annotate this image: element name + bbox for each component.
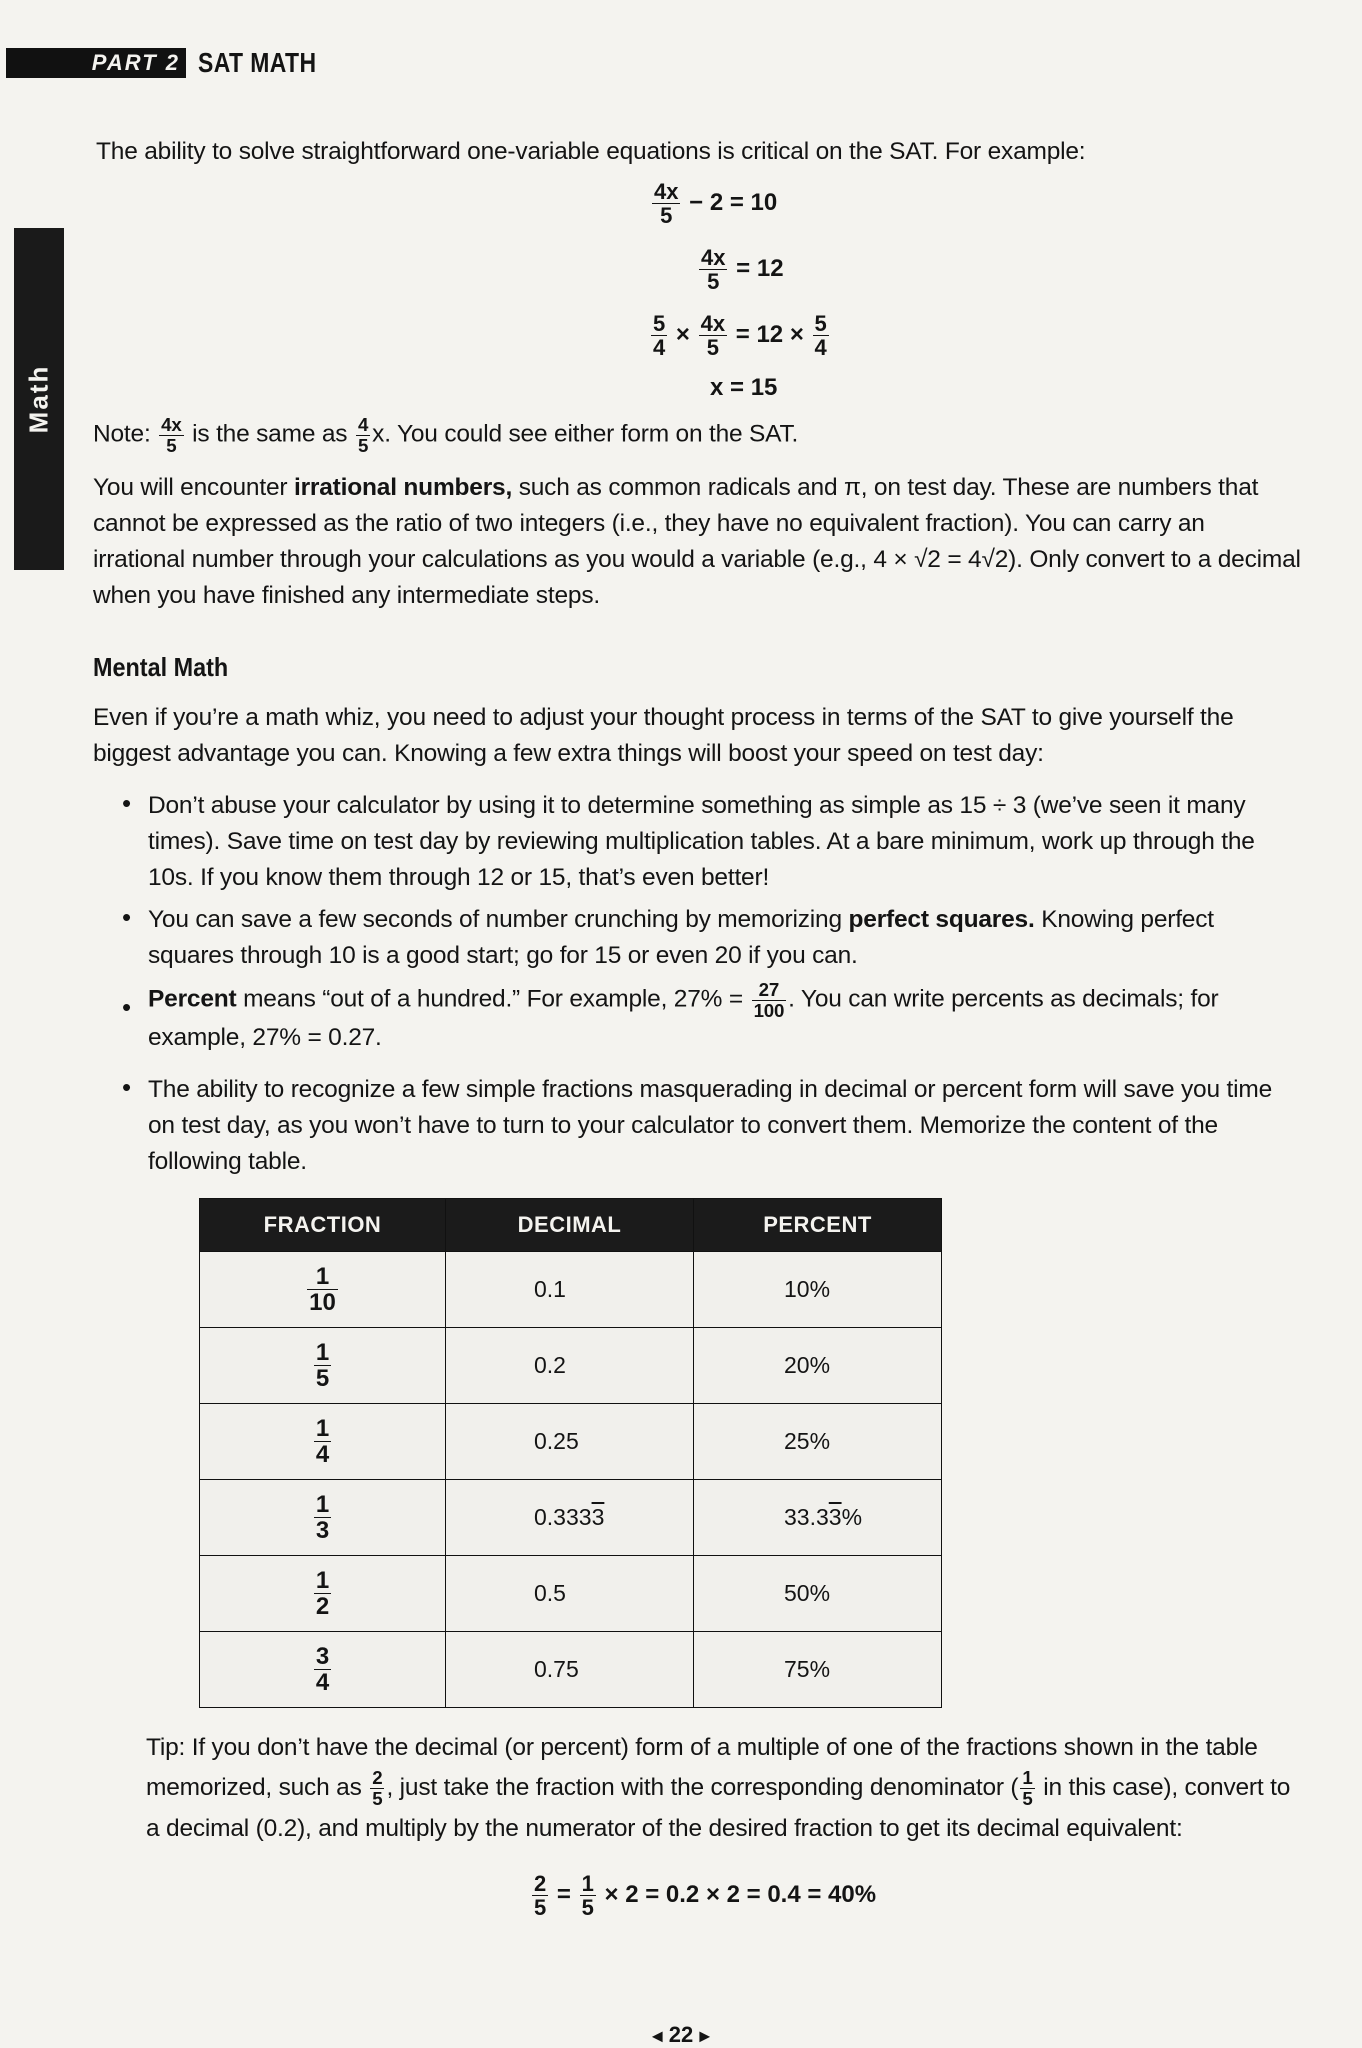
- percent-cell: 10%: [694, 1252, 942, 1328]
- percent-cell: 25%: [694, 1404, 942, 1480]
- page-number: ◀ 22 ▶: [651, 2022, 711, 2047]
- bullet-1-marker: [122, 788, 136, 819]
- triangle-right-icon: ▶: [699, 2027, 711, 2044]
- equation-4: x = 15: [710, 374, 778, 401]
- table-row: [200, 1328, 942, 1404]
- irrational-paragraph: You will encounter irrational numbers, such as common radicals and π, on test day. These are numbers that cannot be expressed as the ratio of two integers (i.e., they have no equivalent fraction). You can carry an irrational number through your calculations as you would a variable (e.g., 4 × √2 = 4√2). Only convert to a decimal when you have finished any intermediate steps.: [93, 474, 1301, 609]
- fraction-cell: $\frac{1}{3}$: [315, 1490, 330, 1544]
- fraction-cell: $\frac{3}{4}$: [315, 1642, 330, 1696]
- side-tab: [14, 228, 64, 570]
- note-line: Note: $\frac{4x}{5}$ is the same as $\frac{4}{5}$ x. You could see either form on the SAT.: [93, 414, 799, 456]
- percent-cell: 20%: [694, 1328, 942, 1404]
- mental-math-intro: Even if you’re a math whiz, you need to adjust your thought process in terms of the SAT to give yourself the biggest advantage you can. Knowing a few extra things will boost your speed on test day:: [93, 704, 1234, 767]
- part-label-box: [6, 48, 186, 78]
- bullet-4-marker: [122, 1072, 136, 1103]
- bullet-2-marker: [122, 902, 136, 933]
- side-tab-label: Math: [23, 364, 54, 434]
- fraction-cell: $\frac{1}{4}$: [315, 1414, 330, 1468]
- equation-3: $\frac{5}{4}$ × $\frac{4x}{5}$ = 12 × $\frac{5}{4}$: [653, 311, 827, 361]
- tip-paragraph: Tip: If you don’t have the decimal (or percent) form of a multiple of one of the fractions shown in the table memorized, such as $\frac{2}{5}$ , just take the fraction with the corresponding denominator ( $\frac{1}{5}$ in this case), convert to a decimal (0.2), and multiply by the numerator of the desired fraction to get its decimal equivalent:: [146, 1734, 1291, 1842]
- decimal-cell: 0.1: [446, 1252, 694, 1328]
- bullet-3-text: Percent means “out of a hundred.” For example, 27% = $\frac{27}{100}$ . You can write percents as decimals; for example, 27% = 0.27.: [148, 979, 1219, 1052]
- intro-text: The ability to solve straightforward one-variable equations is critical on the SAT. For example:: [96, 138, 1086, 165]
- fraction-table: [199, 1198, 942, 1708]
- triangle-left-icon: ◀: [651, 2027, 663, 2044]
- bullet-3-marker: [122, 992, 136, 1023]
- bullet-4-text: The ability to recognize a few simple fractions masquerading in decimal or percent form will save you time on test day, as you won’t have to turn to your calculator to convert them. Memorize the content of the following table.: [148, 1076, 1272, 1175]
- table-header-percent: PERCENT: [694, 1199, 942, 1252]
- mental-math-heading: Mental Math: [93, 652, 229, 682]
- fraction-cell: $\frac{1}{5}$: [315, 1338, 330, 1392]
- part-label: PART 2: [91, 50, 180, 75]
- bullet-2-text: You can save a few seconds of number crunching by memorizing perfect squares. Knowing perfect squares through 10 is a good start; go for 15 or even 20 if you can.: [148, 906, 1214, 969]
- percent-cell: 50%: [694, 1556, 942, 1632]
- decimal-cell: 0.75: [446, 1632, 694, 1708]
- table-row: [200, 1404, 942, 1480]
- table-header-decimal: DECIMAL: [446, 1199, 694, 1252]
- table-row: [200, 1252, 942, 1328]
- table-row: [200, 1632, 942, 1708]
- tip-equation: $\frac{2}{5}$ = $\frac{1}{5}$ × 2 = 0.2 × 2 = 0.4 = 40%: [534, 1871, 877, 1921]
- table-header-fraction: FRACTION: [200, 1199, 446, 1252]
- decimal-cell: 0.5: [446, 1556, 694, 1632]
- decimal-cell: 0.2: [446, 1328, 694, 1404]
- section-title: SAT MATH: [198, 47, 317, 78]
- decimal-cell: 0.25: [446, 1404, 694, 1480]
- percent-cell: 75%: [694, 1632, 942, 1708]
- fraction-cell: $\frac{1}{10}$: [309, 1262, 336, 1316]
- running-header: [6, 42, 343, 84]
- table-row: [200, 1480, 942, 1556]
- table-row: [200, 1556, 942, 1632]
- equation-1: $\frac{4x}{5}$ − 2 = 10: [654, 179, 778, 229]
- percent-cell: 33.33%: [694, 1480, 942, 1556]
- equation-2: $\frac{4x}{5}$ = 12: [701, 245, 784, 295]
- fraction-cell: $\frac{1}{2}$: [315, 1566, 330, 1620]
- decimal-cell: 0.3333: [446, 1480, 694, 1556]
- bullet-1-text: Don’t abuse your calculator by using it to determine something as simple as 15 ÷ 3 (we’ve seen it many times). Save time on test day by reviewing multiplication tables. At a bare minimum, work up through the 10s. If you know them through 12 or 15, that’s even better!: [148, 792, 1255, 891]
